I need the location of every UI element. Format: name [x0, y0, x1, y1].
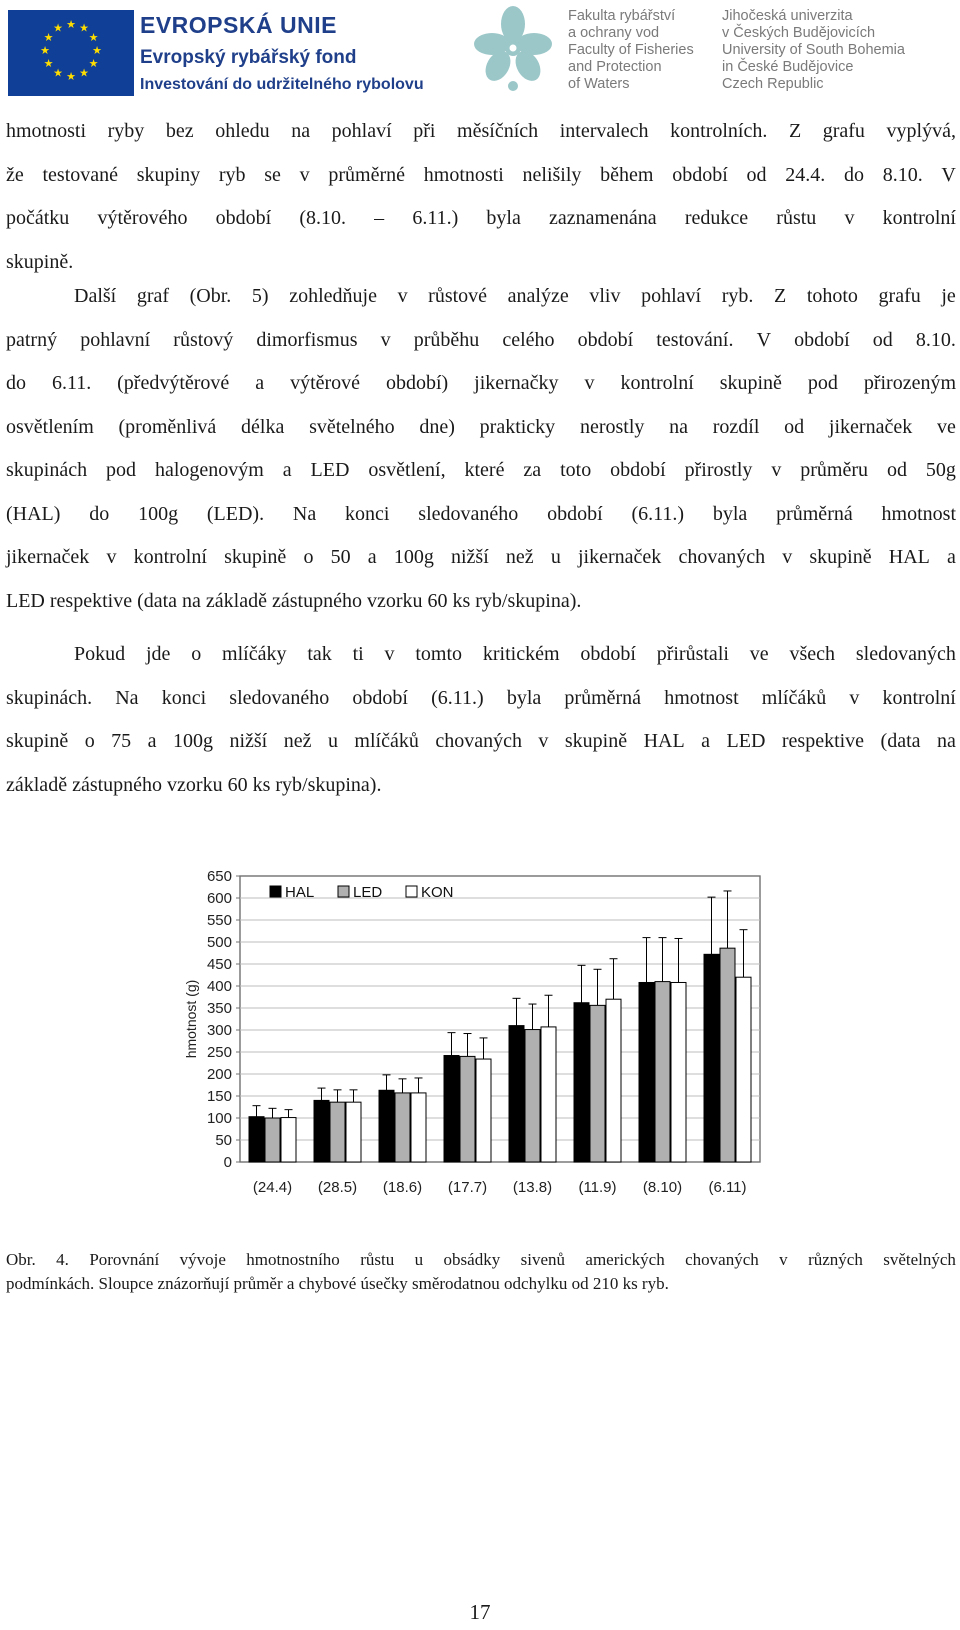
svg-text:★: ★	[43, 57, 54, 70]
svg-text:★: ★	[66, 70, 76, 83]
y-tick-label: 350	[206, 1000, 232, 1017]
bar-hal	[444, 1056, 459, 1162]
x-tick-label: (17.7)	[447, 1179, 488, 1196]
caption-line-1: Obr. 4. Porovnání vývoje hmotnostního růstu u obsádky sivenů amerických chovaných v různých světelných	[6, 1250, 956, 1269]
bar-led	[525, 1030, 540, 1162]
university-name-block	[722, 8, 952, 93]
page-number: 17	[469, 1600, 491, 1624]
y-tick-label: 550	[206, 912, 232, 929]
svg-text:★: ★	[88, 31, 99, 44]
y-tick-label: 250	[206, 1044, 232, 1061]
text-line: do 6.11. (předvýtěrové a výtěrové období) jikernačky v kontrolní skupině pod přirozeným	[6, 372, 956, 394]
university-line: v Českých Budějovicích	[722, 25, 876, 41]
y-tick-label: 150	[206, 1088, 232, 1105]
bar-led	[330, 1102, 345, 1162]
bar-kon	[541, 1027, 556, 1162]
bar-led	[460, 1056, 475, 1162]
text-line: Další graf (Obr. 5) zohledňuje v růstové analýze vliv pohlaví ryb. Z tohoto grafu je	[74, 285, 956, 307]
y-tick-label: 500	[206, 934, 232, 951]
svg-text:★: ★	[79, 66, 89, 80]
text-line: hmotnosti ryby bez ohledu na pohlaví při měsíčních intervalech kontrolních. Z grafu vyplývá,	[6, 120, 956, 142]
bar-led	[265, 1118, 280, 1162]
svg-text:★: ★	[40, 44, 50, 57]
faculty-line: of Waters	[568, 76, 630, 92]
x-tick-label: (24.4)	[252, 1179, 293, 1196]
bar-hal	[509, 1026, 524, 1162]
university-line: in České Budějovice	[722, 59, 854, 75]
bar-kon	[671, 982, 686, 1162]
text-line: skupině o 75 a 100g nižší než u mlíčáků chovaných v skupině HAL a LED respektive (data na	[6, 730, 956, 752]
faculty-line: a ochrany vod	[568, 25, 660, 41]
eu-fund-logo	[140, 10, 440, 96]
svg-text:★: ★	[92, 44, 102, 57]
chart-svg	[180, 862, 792, 1222]
bar-kon	[736, 977, 751, 1162]
text-line: skupině.	[6, 250, 74, 273]
y-tick-label: 450	[206, 956, 232, 973]
bar-hal	[574, 1003, 589, 1162]
legend-label-led: LED	[353, 884, 383, 901]
bar-hal	[704, 954, 719, 1162]
eu-title: EVROPSKÁ UNIE	[140, 12, 337, 38]
svg-text:★: ★	[88, 57, 99, 70]
text-line: počátku výtěrového období (8.10. – 6.11.) byla zaznamenána redukce růstu v kontrolní	[6, 207, 956, 229]
eu-flag-icon	[8, 10, 134, 96]
text-line: osvětlením (proměnlivá délka světelného dne) prakticky nerostly na rozdíl od jikernaček ve	[6, 415, 956, 438]
page-header	[0, 0, 960, 100]
bar-kon	[346, 1102, 361, 1162]
faculty-flower-logo-icon	[470, 2, 556, 94]
text-line: patrný pohlavní růstový dimorfismus v průběhu celého období testování. V období od 8.10.	[6, 328, 956, 351]
bar-led	[590, 1005, 605, 1162]
svg-text:★: ★	[79, 21, 89, 35]
svg-text:★: ★	[43, 31, 54, 44]
y-axis-label: hmotnost (g)	[183, 979, 199, 1059]
x-tick-label: (6.11)	[708, 1179, 747, 1196]
svg-text:★: ★	[53, 21, 63, 35]
university-line: University of South Bohemia	[722, 42, 905, 58]
bar-led	[395, 1093, 410, 1162]
eu-flag-stars	[8, 10, 134, 96]
university-line: Jihočeská univerzita	[722, 8, 853, 24]
eu-fund-name: Evropský rybářský fond	[140, 47, 357, 68]
bar-kon	[476, 1059, 491, 1162]
text-line: LED respektive (data na základě zástupného vzorku 60 ks ryb/skupina).	[6, 589, 582, 612]
eu-invest-slogan: Investování do udržitelného rybolovu	[140, 76, 424, 93]
bar-kon	[411, 1093, 426, 1162]
text-line: (HAL) do 100g (LED). Na konci sledovaného období (6.11.) byla průměrná hmotnost	[6, 502, 956, 525]
text-line: skupinách. Na konci sledovaného období (6.11.) byla průměrná hmotnost mlíčáků v kontrolní	[6, 686, 956, 709]
text-line: že testované skupiny ryb se v průměrné hmotnosti nelišily během období od 24.4. do 8.10. V	[6, 163, 956, 186]
text-line: základě zástupného vzorku 60 ks ryb/skupina).	[6, 773, 382, 796]
x-tick-label: (13.8)	[512, 1179, 553, 1196]
y-tick-label: 300	[206, 1022, 232, 1039]
svg-text:★: ★	[66, 18, 76, 31]
text-line: skupinách pod halogenovým a LED osvětlení, které za toto období přirostly v průměru od 50g	[6, 459, 956, 481]
bar-kon	[281, 1118, 296, 1162]
y-tick-label: 0	[223, 1154, 232, 1171]
legend-label-hal: HAL	[285, 884, 315, 901]
text-line: jikernaček v kontrolní skupině o 50 a 100g nižší než u jikernaček chovaných v skupině HAL a	[6, 546, 956, 568]
bar-led	[720, 948, 735, 1162]
faculty-line: Fakulta rybářství	[568, 8, 676, 24]
caption-line-2: podmínkách. Sloupce znázorňují průměr a chybové úsečky směrodatnou odchylku od 210 ks ryb.	[6, 1274, 669, 1293]
bar-led	[655, 982, 670, 1162]
svg-text:★: ★	[53, 66, 63, 80]
y-tick-label: 400	[206, 978, 232, 995]
faculty-line: Faculty of Fisheries	[568, 42, 694, 58]
x-tick-label: (11.9)	[578, 1179, 617, 1196]
bar-hal	[314, 1100, 329, 1162]
y-tick-label: 200	[206, 1066, 232, 1083]
bar-hal	[249, 1117, 264, 1162]
text-line: Pokud jde o mlíčáky tak ti v tomto kritickém období přirůstali ve všech sledovaných	[74, 643, 956, 665]
faculty-line: and Protection	[568, 59, 662, 75]
weight-growth-chart	[180, 862, 792, 1222]
x-tick-label: (28.5)	[317, 1179, 358, 1196]
y-tick-label: 100	[206, 1110, 232, 1127]
university-line: Czech Republic	[722, 76, 824, 92]
y-tick-label: 600	[206, 890, 232, 907]
faculty-name-block	[568, 8, 708, 93]
legend-swatch-led	[338, 886, 349, 897]
legend-swatch-hal	[270, 886, 281, 897]
x-tick-label: (8.10)	[642, 1179, 683, 1196]
bar-kon	[606, 999, 621, 1162]
bar-hal	[379, 1090, 394, 1162]
legend-label-kon: KON	[421, 884, 454, 901]
x-tick-label: (18.6)	[382, 1179, 423, 1196]
y-tick-label: 50	[215, 1132, 232, 1149]
bar-hal	[639, 982, 654, 1162]
y-tick-label: 650	[206, 868, 232, 885]
legend-swatch-kon	[406, 886, 417, 897]
